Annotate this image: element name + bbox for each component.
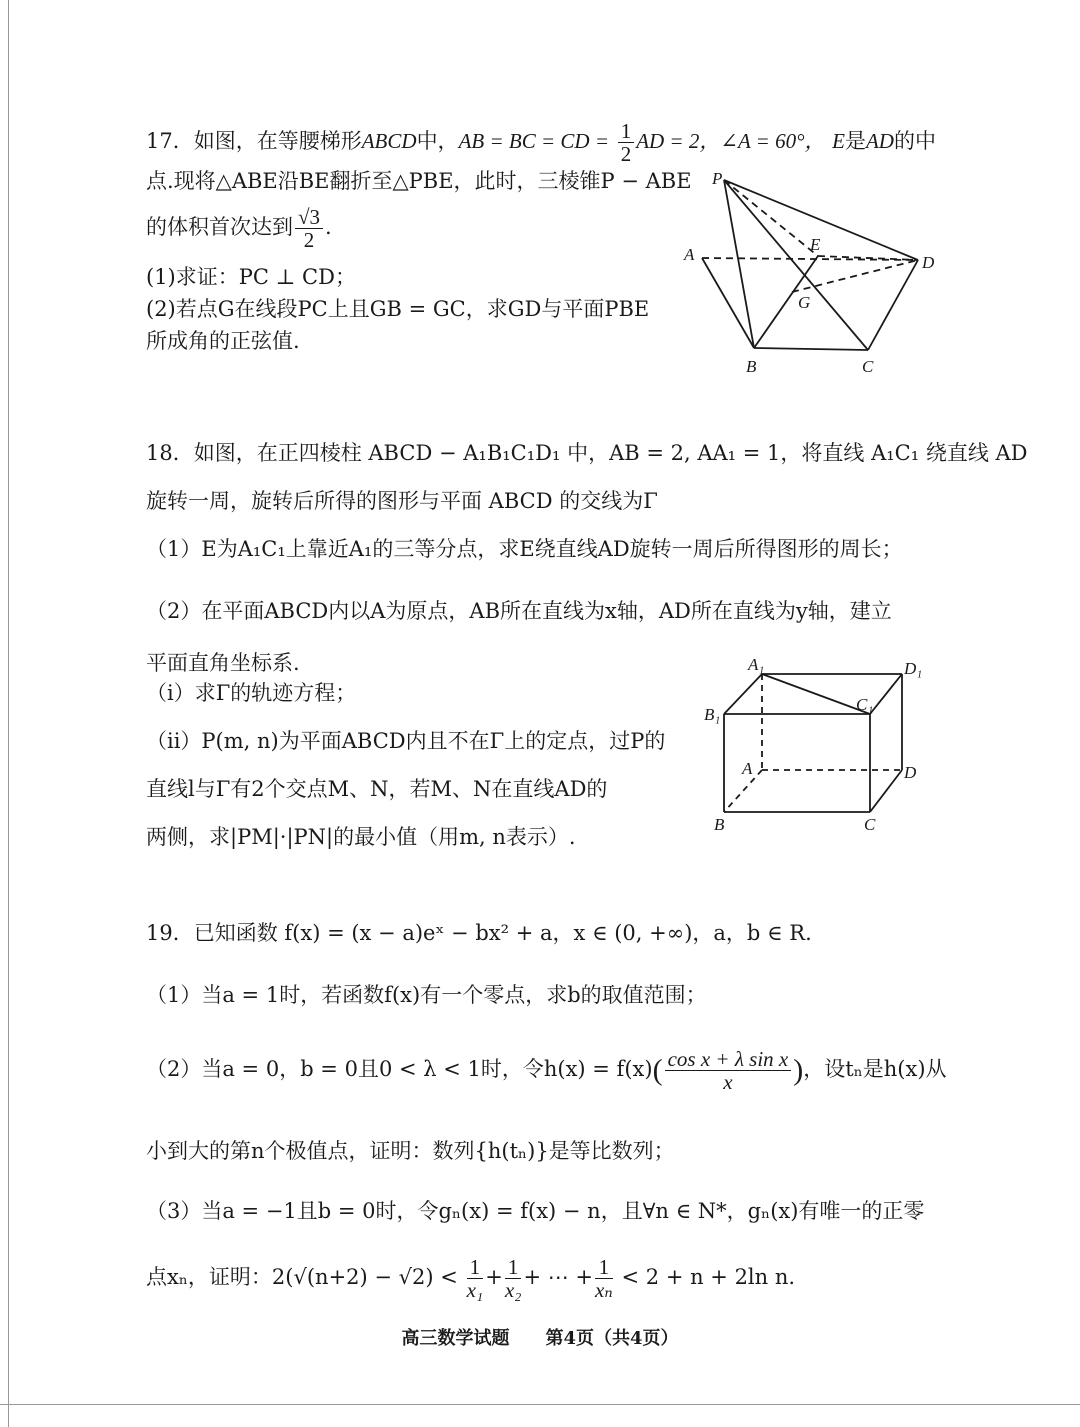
label-B: B	[714, 815, 725, 832]
fraction-cos-sin-over-x: $\frac{\text{cos x + λ sin x}}{x}$	[665, 1048, 792, 1093]
label-B: B	[746, 357, 757, 376]
label-A: A	[684, 245, 695, 264]
label-G: G	[798, 293, 811, 312]
q19-line1: 19．已知函数 f(x) = (x − a)eˣ − bx² + a，x ∈ (0, +∞)，a，b ∈ R.	[146, 921, 812, 945]
q17-sub1: (1)求证：PC ⊥ CD；	[146, 265, 356, 289]
q19-sub2c: 小到大的第n个极值点，证明：数列{h(tₙ)}是等比数列；	[146, 1139, 675, 1163]
scan-edge-left	[8, 0, 9, 1427]
fraction-1-over-x1: $\frac{1}{\text{x₁}}$	[466, 1255, 484, 1302]
fraction-1-over-x2: $\frac{1}{\text{x₂}}$	[504, 1255, 522, 1302]
q18-sub2i: （i）求Γ的轨迹方程；	[146, 681, 357, 705]
q17-line2: 点.现将△ABE沿BE翻折至△PBE，此时，三棱锥P − ABE	[146, 169, 692, 193]
label-D1: D₁	[904, 659, 923, 678]
q18-sub2ii: （ii）P(m, n)为平面ABCD内且不在Γ上的定点，过P的	[146, 729, 666, 753]
label-A: A	[742, 759, 753, 778]
label-C1: C₁	[856, 695, 874, 714]
page-footer: 高三数学试题 第4页（共4页）	[401, 1328, 679, 1349]
fraction-half: $\frac{1}{2}$	[618, 120, 635, 165]
q17-line3: 的体积首次达到 $\frac{√3}{2}$ .	[146, 205, 332, 252]
q17-line1: 17．如图，在等腰梯形ABCD中，AB = BC = CD = $\frac{1}{2}$ AD = 2，∠A = 60°， E是AD的中	[146, 119, 936, 166]
q17-sub2b: 所成角的正弦值.	[146, 329, 300, 353]
fraction-1-over-xn: $\frac{1}{\text{xₙ}}$	[594, 1255, 613, 1302]
q18-line2: 旋转一周，旋转后所得的图形与平面 ABCD 的交线为Γ	[146, 489, 658, 513]
q19-sub3: （3）当a = −1且b = 0时，令gₙ(x) = f(x) − n，且∀n ∈ N*，gₙ(x)有唯一的正零	[146, 1199, 925, 1223]
q18-sub2ii-c: 两侧，求|PM|·|PN|的最小值（用m, n表示）.	[146, 825, 576, 849]
label-A1: A₁	[748, 655, 765, 674]
q19-sub2: （2）当a = 0，b = 0且0 < λ < 1时，令h(x) = f(x)( $\frac{\text{cos x + λ sin x}}{x}$ )，设tₙ是h(x)从	[146, 1047, 947, 1094]
q17-pyramid-figure	[680, 168, 940, 378]
q18-line1: 18．如图，在正四棱柱 ABCD − A₁B₁C₁D₁ 中，AB = 2, AA₁ = 1，将直线 A₁C₁ 绕直线 AD	[146, 441, 1028, 465]
q18-sub2: （2）在平面ABCD内以A为原点，AB所在直线为x轴，AD所在直线为y轴，建立	[146, 599, 892, 623]
label-P: P	[712, 169, 723, 188]
label-B1: B₁	[704, 705, 721, 724]
label-D: D	[922, 253, 935, 272]
scan-edge-bottom	[0, 1404, 1080, 1405]
label-D: D	[904, 763, 917, 782]
q18-prism-figure	[702, 652, 932, 832]
q19-sub3b: 点xₙ，证明：2(√(n+2) − √2) < $\frac{1}{\text{x₁}}$ + $\frac{1}{\text{x₂}}$ + ⋯ + $\frac{1}{\text{xₙ}}$ < 2 + n + 2ln n.	[146, 1255, 796, 1302]
label-C: C	[862, 357, 874, 376]
fraction-sqrt3-over-2: $\frac{√3}{2}$	[295, 206, 323, 251]
q19-sub1: （1）当a = 1时，若函数f(x)有一个零点，求b的取值范围；	[146, 983, 707, 1007]
q18-sub2b: 平面直角坐标系.	[146, 651, 300, 675]
q17-sub2: (2)若点G在线段PC上且GB = GC，求GD与平面PBE	[146, 297, 650, 321]
q18-sub1: （1）E为A₁C₁上靠近A₁的三等分点，求E绕直线AD旋转一周后所得图形的周长；	[146, 537, 903, 561]
label-C: C	[864, 815, 876, 832]
label-E: E	[810, 235, 821, 254]
q18-sub2ii-b: 直线l与Γ有2个交点M、N，若M、N在直线AD的	[146, 777, 608, 801]
